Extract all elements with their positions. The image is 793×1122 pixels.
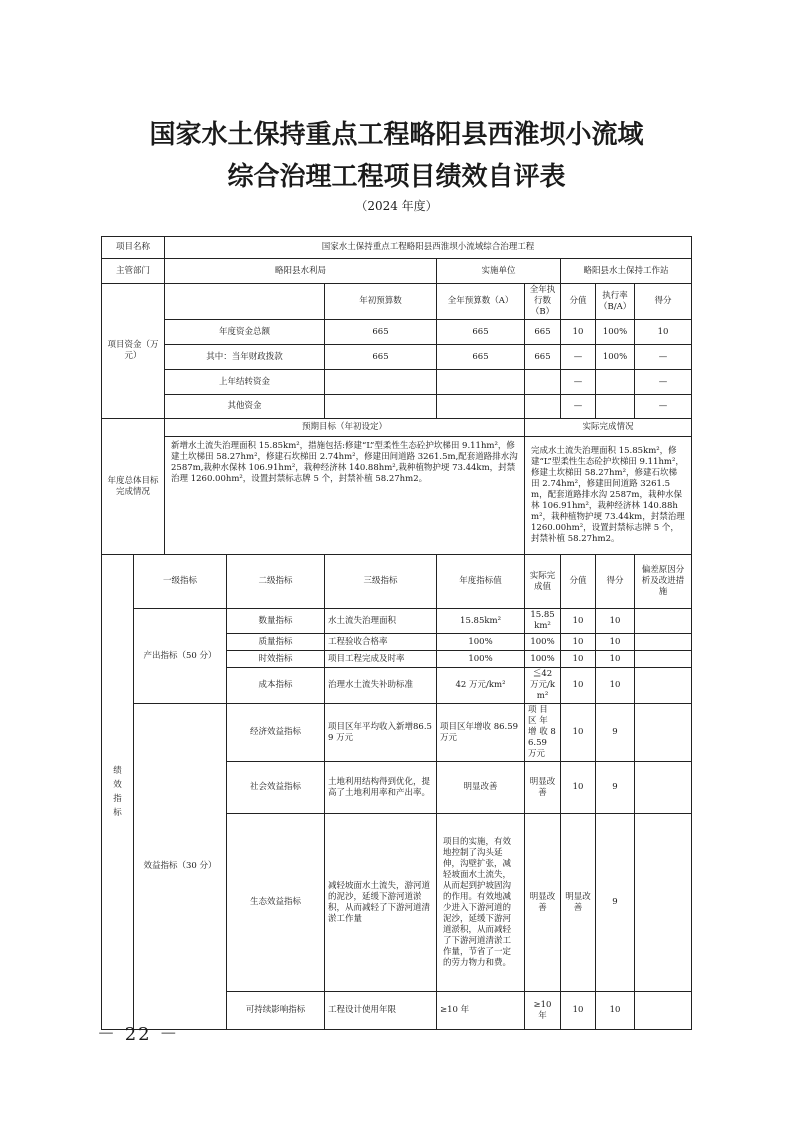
perf-l3: 项目区年平均收入新增86.59 万元 (325, 704, 437, 762)
perf-l2: 可持续影响指标 (227, 992, 325, 1030)
perf-got: 10 (596, 992, 635, 1030)
perf-l2: 时效指标 (227, 651, 325, 668)
perf-target: 15.85km² (437, 609, 525, 634)
project-name-value: 国家水土保持重点工程略阳县西淮坝小流域综合治理工程 (165, 237, 692, 259)
perf-note (635, 609, 692, 634)
perf-score: 10 (561, 992, 596, 1030)
funds-header-initial: 年初预算数 (325, 284, 437, 320)
funds-cell: — (635, 395, 692, 419)
perf-target: 100% (437, 651, 525, 668)
funds-cell (325, 395, 437, 419)
perf-score: 明显改善 (561, 814, 596, 992)
perf-l3: 土地利用结构得到优化，提高了土地利用率和产出率。 (325, 762, 437, 814)
goals-expected-header: 预期目标（年初设定） (165, 419, 525, 437)
goals-label: 年度总体目标完成情况 (102, 419, 165, 555)
perf-header-score: 分值 (561, 555, 596, 609)
funds-header-executed: 全年执行数（B） (525, 284, 561, 320)
funds-header-empty (165, 284, 325, 320)
perf-actual: 项 目 区 年 增 收 86.59 万元 (525, 704, 561, 762)
perf-got: 10 (596, 609, 635, 634)
project-name-label: 项目名称 (102, 237, 165, 259)
funds-cell: 665 (525, 345, 561, 370)
funds-cell: 100% (596, 345, 635, 370)
perf-header-got: 得分 (596, 555, 635, 609)
perf-label-text: 绩效指标 (113, 766, 122, 818)
dept-label: 主管部门 (102, 259, 165, 284)
funds-header-got: 得分 (635, 284, 692, 320)
perf-header-note: 偏差原因分析及改进措施 (635, 555, 692, 609)
funds-cell: 100% (596, 320, 635, 345)
perf-benefit-label: 效益指标（30 分） (134, 704, 227, 1030)
perf-l2: 社会效益指标 (227, 762, 325, 814)
document-title-line2: 综合治理工程项目绩效自评表 (227, 162, 566, 192)
perf-header-l3: 三级指标 (325, 555, 437, 609)
perf-score: 10 (561, 651, 596, 668)
funds-cell: 665 (525, 320, 561, 345)
funds-cell: — (561, 395, 596, 419)
perf-got: 9 (596, 762, 635, 814)
funds-cell: 10 (561, 320, 596, 345)
perf-header-l1: 一级指标 (134, 555, 227, 609)
perf-l2: 生态效益指标 (227, 814, 325, 992)
perf-note (635, 668, 692, 704)
funds-cell (596, 370, 635, 395)
perf-score: 10 (561, 762, 596, 814)
perf-l3: 项目工程完成及时率 (325, 651, 437, 668)
perf-actual: 明显改善 (525, 762, 561, 814)
funds-row-name: 年度资金总额 (165, 320, 325, 345)
funds-row-name: 上年结转资金 (165, 370, 325, 395)
perf-l3: 水土流失治理面积 (325, 609, 437, 634)
funds-row-name: 其他资金 (165, 395, 325, 419)
perf-header-l2: 二级指标 (227, 555, 325, 609)
funds-cell (437, 370, 525, 395)
funds-header-rate: 执行率（B/A） (596, 284, 635, 320)
perf-actual: 100% (525, 634, 561, 651)
perf-got: 9 (596, 814, 635, 992)
funds-cell: 665 (437, 320, 525, 345)
perf-target: 明显改善 (437, 762, 525, 814)
unit-value: 略阳县水土保持工作站 (561, 259, 692, 284)
perf-header-target: 年度指标值 (437, 555, 525, 609)
document-year: （2024 年度） (355, 199, 438, 213)
perf-target: 42 万元/km² (437, 668, 525, 704)
perf-l3: 工程设计使用年限 (325, 992, 437, 1030)
perf-l2: 质量指标 (227, 634, 325, 651)
funds-cell: — (635, 345, 692, 370)
perf-score: 10 (561, 704, 596, 762)
perf-note (635, 992, 692, 1030)
perf-l3: 工程验收合格率 (325, 634, 437, 651)
perf-note (635, 762, 692, 814)
funds-header-annual: 全年预算数（A） (437, 284, 525, 320)
perf-score: 10 (561, 609, 596, 634)
perf-l3: 减轻坡面水土流失，游河道的泥沙，延缓下游河道淤积，从而减轻了下游河道清淤工作量 (325, 814, 437, 992)
funds-header-score: 分值 (561, 284, 596, 320)
perf-l2: 经济效益指标 (227, 704, 325, 762)
perf-actual: 100% (525, 651, 561, 668)
funds-cell: — (561, 345, 596, 370)
perf-got: 10 (596, 634, 635, 651)
unit-label: 实施单位 (437, 259, 561, 284)
perf-note (635, 814, 692, 992)
perf-l2: 成本指标 (227, 668, 325, 704)
perf-actual: 15.85km² (525, 609, 561, 634)
funds-cell (525, 395, 561, 419)
perf-note (635, 704, 692, 762)
perf-actual: ≦42 万元/km² (525, 668, 561, 704)
funds-cell: 10 (635, 320, 692, 345)
perf-label (102, 555, 134, 1030)
funds-cell: 665 (325, 345, 437, 370)
perf-score: 10 (561, 668, 596, 704)
perf-target: ≥10 年 (437, 992, 525, 1030)
document-title-line1: 国家水土保持重点工程略阳县西淮坝小流域 (149, 120, 644, 150)
perf-l2: 数量指标 (227, 609, 325, 634)
perf-note (635, 651, 692, 668)
goals-actual-header: 实际完成情况 (525, 419, 692, 437)
perf-target: 项目的实施，有效地控制了沟头延伸，沟壁扩张，减轻坡面水土流失，从而起到护坡固沟的作用。有效地减少进入下游河道的泥沙，延缓下游河道淤积，从而减轻了下游河道清淤工作量，节省了一定的劳力物力和费。 (437, 814, 525, 992)
perf-score: 10 (561, 634, 596, 651)
funds-cell (437, 395, 525, 419)
funds-cell: — (561, 370, 596, 395)
perf-header-actual: 实际完成值 (525, 555, 561, 609)
goals-expected-text: 新增水土流失治理面积 15.85km²，措施包括:修建“L”型柔性生态砼护坎梯田 9.11hm²，修建土坎梯田 58.27hm²，修建石坎梯田 2.74hm²，修建田间道路 3261.5m,配套道路排水沟 2587m,栽种水保林 106.91hm²，栽种经济林 140.88hm²,栽种植物护埂 73.44km，封禁治理 1260.00hm²，设置封禁标志牌 5 个，封禁补植 58.27hm2。 (165, 437, 525, 555)
perf-actual: ≥10 年 (525, 992, 561, 1030)
perf-got: 10 (596, 651, 635, 668)
funds-row-name: 其中：当年财政拨款 (165, 345, 325, 370)
perf-note (635, 634, 692, 651)
goals-actual-text: 完成水土流失治理面积 15.85km²，修建“L”型柔性生态砼护坎梯田 9.11hm²，修建土坎梯田 58.27hm²，修建石坎梯田 2.74hm²，修建田间道路 3261.5m，配套道路排水沟 2587m，栽种水保林 106.91hm²，栽种经济林 140.88hm²，栽种植物护埂 73.44km，封禁治理 1260.00hm²，设置封禁标志牌 5 个，封禁补植 58.27hm2。 (525, 437, 692, 555)
perf-actual: 明显改善 (525, 814, 561, 992)
funds-label: 项目资金（万元） (102, 284, 165, 419)
evaluation-table (101, 236, 692, 1030)
perf-got: 10 (596, 668, 635, 704)
perf-target: 项目区年增收 86.59 万元 (437, 704, 525, 762)
perf-output-label: 产出指标（50 分） (134, 609, 227, 704)
funds-cell: 665 (325, 320, 437, 345)
funds-cell (596, 395, 635, 419)
perf-target: 100% (437, 634, 525, 651)
perf-got: 9 (596, 704, 635, 762)
funds-cell (325, 370, 437, 395)
funds-cell: 665 (437, 345, 525, 370)
funds-cell: — (635, 370, 692, 395)
page-number: － 22 － (97, 1024, 180, 1045)
perf-l3: 治理水土流失补助标准 (325, 668, 437, 704)
funds-cell (525, 370, 561, 395)
dept-value: 略阳县水利局 (165, 259, 437, 284)
